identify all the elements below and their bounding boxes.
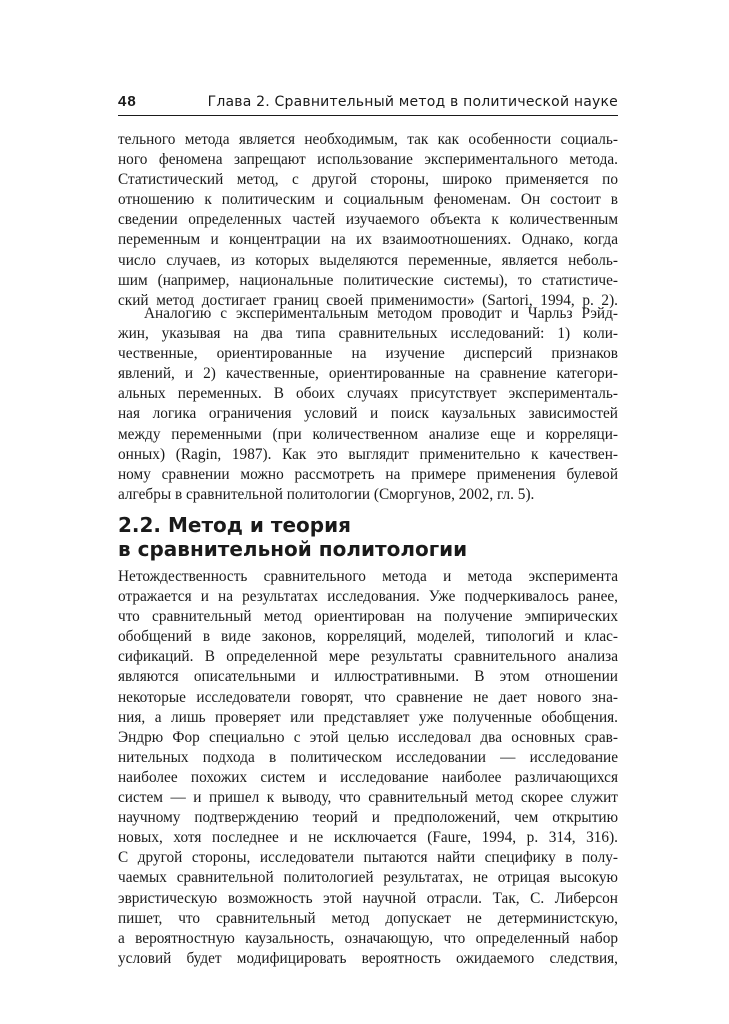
text-line: новых, хотя последнее и не исключается (Faure, 1994, p. 314, 316). — [118, 829, 618, 847]
section-heading-line-2: в сравнительной политологии — [118, 537, 468, 561]
text-line: условий будет модифицировать вероятность ожидаемого следствия, — [118, 949, 618, 967]
text-line: ного феномена запрещают использование экспериментального метода. — [118, 151, 618, 169]
text-line: научному подтверждению теорий и предположений, чем открытию — [118, 809, 618, 827]
running-title: Глава 2. Сравнительный метод в политической науке — [207, 94, 618, 110]
text-line: а вероятностную каузальность, означающую, что определенный набор — [118, 929, 618, 947]
text-line: пишет, что сравнительный метод допускает не детерминистскую, — [118, 909, 618, 927]
text-line: ная логика ограничения условий и поиск каузальных зависимостей — [118, 405, 618, 423]
text-line: ский метод достигает границ своей применимости» (Sartori, 1994, p. 2). — [118, 291, 618, 309]
text-line: алгебры в сравнительной политологии (Сморгунов, 2002, гл. 5). — [118, 485, 535, 503]
section-heading — [118, 513, 618, 561]
text-line: наиболее похожих систем и исследование наиболее различающихся — [118, 768, 618, 786]
text-line: эвристическую возможность этой научной отрасли. Так, С. Либерсон — [118, 889, 618, 907]
text-line: альных переменных. В обоих случаях присутствует эксперименталь- — [118, 385, 618, 403]
text-line: Статистический метод, с другой стороны, широко применяется по — [118, 171, 618, 189]
text-line: ния, а лишь проверяет или представляет уже полученные обобщения. — [118, 708, 618, 726]
text-line: переменным и концентрации на их взаимоотношениях. Однако, когда — [118, 231, 618, 249]
text-line: являются описательными и иллюстративными. В этом отношении — [118, 668, 618, 686]
text-line: обобщений в виде законов, корреляций, моделей, типологий и клас- — [118, 628, 618, 646]
text-line: отражается и на результатах исследования. Уже подчеркивалось ранее, — [118, 588, 618, 606]
text-line: ному сравнении можно рассмотреть на примере применения булевой — [118, 465, 618, 483]
text-line: нительных подхода в политическом исследовании — исследование — [118, 748, 618, 766]
paragraph-2 — [118, 304, 618, 505]
text-line: что сравнительный метод ориентирован на получение эмпирических — [118, 608, 618, 626]
running-header — [118, 93, 618, 116]
text-line: систем — и пришел к выводу, что сравнительный метод скорее служит — [118, 789, 618, 807]
text-line: число случаев, из которых выделяются переменные, является неболь- — [118, 251, 618, 269]
text-line: между переменными (при количественном анализе еще и корреляци- — [118, 425, 618, 443]
section-heading-line-1: 2.2. Метод и теория — [118, 513, 351, 537]
text-line: жин, указывая на два типа сравнительных исследований: 1) коли- — [118, 325, 618, 343]
text-line: С другой стороны, исследователи пытаются найти специфику в полу- — [118, 849, 618, 867]
text-line: тельного метода является необходимым, так как особенности социаль- — [118, 131, 618, 148]
text-line: чаемых сравнительной политологией результатах, не отрицая высокую — [118, 869, 618, 887]
text-line: сификаций. В определенной мере результаты сравнительного анализа — [118, 648, 618, 666]
text-line: отношению к политическим и социальным феноменам. Он состоит в — [118, 191, 618, 209]
text-line: Нетождественность сравнительного метода и метода эксперимента — [118, 568, 618, 585]
paragraph-1 — [118, 130, 618, 311]
paragraph-3 — [118, 567, 618, 969]
text-line: шим (например, национальные политические системы), то статистиче- — [118, 271, 618, 289]
text-line: Аналогию с экспериментальным методом проводит и Чарльз Рэйд- — [144, 305, 618, 322]
page-number: 48 — [118, 93, 137, 110]
text-line: Эндрю Фор специально с этой целью исследовал два основных срав- — [118, 728, 618, 746]
text-line: некоторые исследователи говорят, что сравнение не дает нового зна- — [118, 688, 618, 706]
text-line: чественные, ориентированные на изучение дисперсий признаков — [118, 345, 618, 363]
text-line: сведении определенных частей изучаемого объекта к количественным — [118, 211, 618, 229]
text-line: онных) (Ragin, 1987). Как это выглядит применительно к качествен- — [118, 445, 618, 463]
text-line: явлений, и 2) качественные, ориентированные на сравнение категори- — [118, 365, 618, 383]
